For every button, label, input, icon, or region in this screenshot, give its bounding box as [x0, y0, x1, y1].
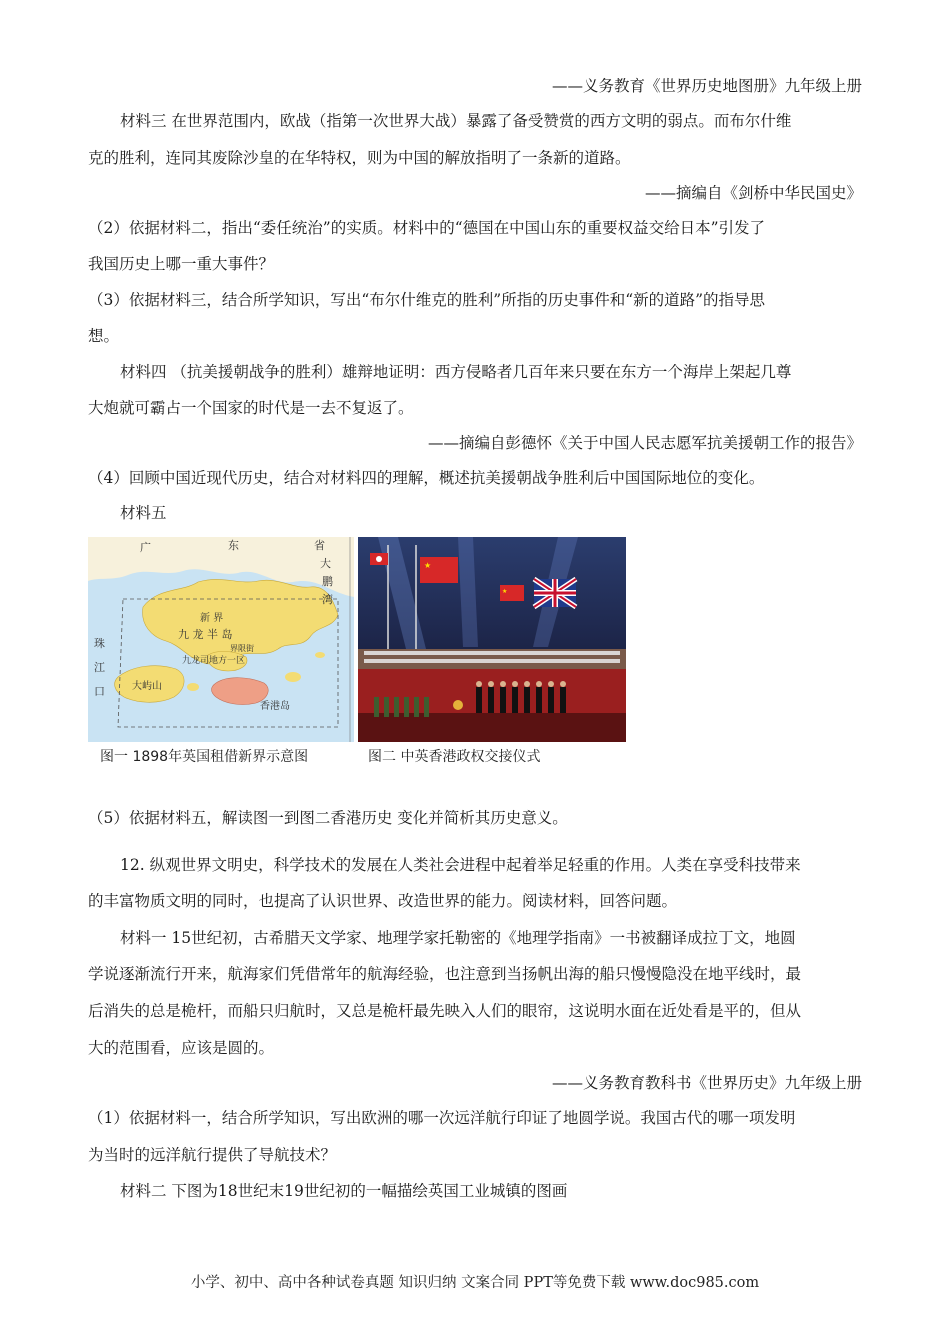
map-label-da: 大	[320, 557, 331, 570]
map-label-peng: 鹏	[322, 575, 333, 588]
material-two-line: 材料二 下图为18世纪末19世纪初的一幅描绘英国工业城镇的图画	[120, 1182, 568, 1200]
map-label-sheng: 省	[314, 539, 325, 552]
page-footer: 小学、初中、高中各种试卷真题 知识归纳 文案合同 PPT等免费下载 www.doc985.com	[190, 1275, 760, 1291]
body-line: 克的胜利，连同其废除沙皇的在华特权，则为中国的解放指明了一条新的道路。	[88, 149, 631, 167]
source-line: ——义务教育教科书《世界历史》九年级上册	[551, 1074, 862, 1092]
map-label-jiexian: 界限街	[230, 644, 254, 653]
figure-2-photo	[358, 537, 626, 742]
map-label-wan: 湾	[322, 593, 333, 606]
source-line: ——摘编自彭德怀《关于中国人民志愿军抗美援朝工作的报告》	[427, 434, 862, 452]
source-line: ——摘编自《剑桥中华民国史》	[644, 184, 862, 202]
question-3-line: （3）依据材料三，结合所学知识，写出“布尔什维克的胜利”所指的历史事件和“新的道路”的指导思	[88, 291, 766, 309]
question-1-line: （1）依据材料一，结合所学知识，写出欧洲的哪一次远洋航行印证了地圆学说。我国古代的哪一项发明	[88, 1109, 796, 1127]
svg-text:★: ★	[424, 561, 432, 570]
map-label-sifang: 九龙司地方一区	[182, 656, 246, 666]
body-line: 后消失的总是桅杆，而船只归航时，又总是桅杆最先映入人们的眼帘，这说明水面在近处看是平的，但从	[88, 1002, 802, 1020]
material-five-label: 材料五	[120, 504, 167, 522]
question-2-line: （2）依据材料二，指出“委任统治”的实质。材料中的“德国在中国山东的重要权益交给日本”引发了	[88, 219, 766, 237]
material-one-line: 材料一 15世纪初，古希腊天文学家、地理学家托勒密的《地理学指南》一书被翻译成拉丁文，地圆	[120, 929, 796, 947]
map-label-dong: 东	[228, 539, 239, 552]
body-line: 大的范围看，应该是圆的。	[88, 1039, 275, 1057]
map-label-jiulong: 九 龙 半 岛	[178, 628, 233, 641]
source-line: ——义务教育《世界历史地图册》九年级上册	[551, 77, 862, 95]
map-label-kou: 口	[94, 685, 105, 698]
body-line: 为当时的远洋航行提供了导航技术？	[88, 1146, 337, 1164]
body-line: 我国历史上哪一重大事件？	[88, 255, 275, 273]
question-4-line: （4）回顾中国近现代历史，结合对材料四的理解，概述抗美援朝战争胜利后中国国际地位的变化。	[88, 469, 765, 487]
map-label-xianggang: 香港岛	[260, 701, 290, 712]
material-four-line: 材料四 （抗美援朝战争的胜利）雄辩地证明：西方侵略者几百年来只要在东方一个海岸上架起几尊	[120, 363, 792, 381]
body-line: 学说逐渐流行开来，航海家们凭借常年的航海经验，也注意到当扬帆出海的船只慢慢隐没在地平线时，最	[88, 965, 802, 983]
question-5-line: （5）依据材料五，解读图一到图二香港历史 变化并简析其历史意义。	[88, 809, 568, 827]
figure-1-map	[88, 537, 354, 742]
question-12-line: 12. 纵观世界文明史，科学技术的发展在人类社会进程中起着举足轻重的作用。人类在享受科技带来	[120, 856, 801, 874]
map-label-dayushan: 大屿山	[132, 681, 162, 692]
map-label-xinjie: 新 界	[200, 613, 224, 624]
body-line: 的丰富物质文明的同时，也提高了认识世界、改造世界的能力。阅读材料，回答问题。	[88, 892, 678, 910]
map-label-zhu: 珠	[94, 637, 105, 650]
map-label-jiang: 江	[94, 661, 105, 674]
body-line: 想。	[88, 327, 120, 345]
figure-1-caption: 图一 1898年英国租借新界示意图	[100, 749, 309, 765]
svg-text:★: ★	[502, 588, 508, 595]
map-label-guang: 广	[140, 541, 151, 554]
figure-2-caption: 图二 中英香港政权交接仪式	[368, 749, 541, 765]
material-three-line: 材料三 在世界范围内，欧战（指第一次世界大战）暴露了备受赞赏的西方文明的弱点。而布尔什维	[120, 112, 792, 130]
body-line: 大炮就可霸占一个国家的时代是一去不复返了。	[88, 399, 414, 417]
